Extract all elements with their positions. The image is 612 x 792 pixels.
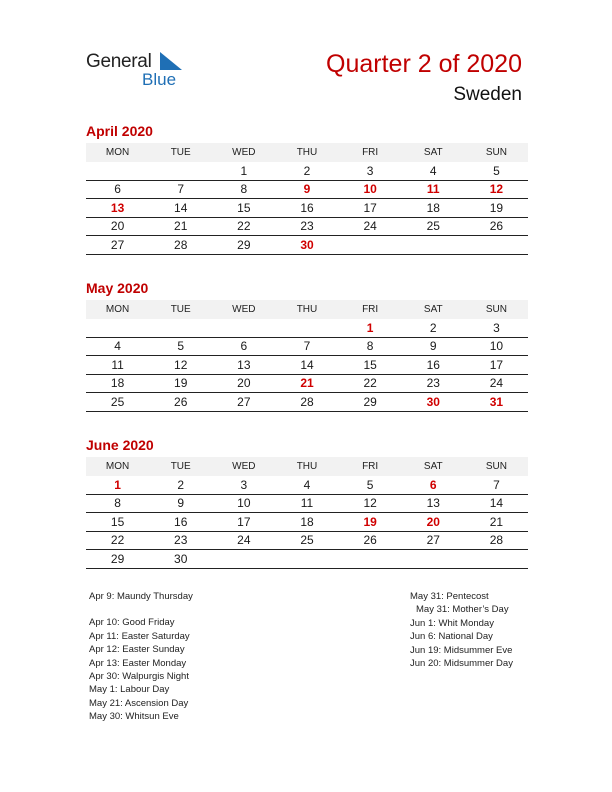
day-cell: 26 bbox=[339, 531, 402, 550]
day-cell: 7 bbox=[465, 476, 528, 494]
holiday-day-cell: 19 bbox=[339, 513, 402, 532]
weekday-header: MON bbox=[86, 143, 149, 162]
holiday-day-cell: 10 bbox=[339, 180, 402, 199]
week-row bbox=[86, 337, 528, 356]
day-cell: 28 bbox=[149, 236, 212, 255]
month-title: April 2020 bbox=[86, 123, 153, 139]
day-cell bbox=[402, 550, 465, 569]
week-row bbox=[86, 374, 528, 393]
day-cell: 29 bbox=[86, 550, 149, 569]
holiday-day-cell: 30 bbox=[402, 393, 465, 412]
weekday-header: THU bbox=[275, 457, 338, 476]
day-cell: 25 bbox=[275, 531, 338, 550]
holiday-note: Jun 19: Midsummer Eve bbox=[410, 644, 513, 656]
calendar-table bbox=[86, 143, 528, 255]
holiday-day-cell: 12 bbox=[465, 180, 528, 199]
day-cell: 21 bbox=[465, 513, 528, 532]
day-cell bbox=[86, 162, 149, 180]
day-cell: 16 bbox=[402, 356, 465, 375]
day-cell: 20 bbox=[212, 374, 275, 393]
holiday-day-cell: 6 bbox=[402, 476, 465, 494]
weekday-header: TUE bbox=[149, 300, 212, 319]
day-cell: 15 bbox=[212, 199, 275, 218]
day-cell bbox=[465, 236, 528, 255]
calendar-table bbox=[86, 457, 528, 569]
day-cell: 24 bbox=[212, 531, 275, 550]
day-cell: 3 bbox=[339, 162, 402, 180]
day-cell: 25 bbox=[402, 217, 465, 236]
weekday-header: MON bbox=[86, 300, 149, 319]
week-row bbox=[86, 494, 528, 513]
day-cell: 4 bbox=[402, 162, 465, 180]
day-cell: 22 bbox=[339, 374, 402, 393]
week-row bbox=[86, 531, 528, 550]
day-cell: 1 bbox=[212, 162, 275, 180]
day-cell: 2 bbox=[402, 319, 465, 337]
day-cell bbox=[339, 236, 402, 255]
day-cell bbox=[275, 319, 338, 337]
day-cell: 6 bbox=[212, 337, 275, 356]
day-cell: 14 bbox=[275, 356, 338, 375]
day-cell bbox=[275, 550, 338, 569]
weekday-header: THU bbox=[275, 143, 338, 162]
logo-triangle-icon bbox=[160, 52, 182, 70]
day-cell: 30 bbox=[149, 550, 212, 569]
holiday-note: Apr 11: Easter Saturday bbox=[89, 630, 190, 642]
week-row bbox=[86, 180, 528, 199]
day-cell: 21 bbox=[149, 217, 212, 236]
day-cell: 3 bbox=[212, 476, 275, 494]
holiday-note: Apr 10: Good Friday bbox=[89, 617, 175, 629]
day-cell: 2 bbox=[149, 476, 212, 494]
weekday-header: FRI bbox=[339, 457, 402, 476]
day-cell: 10 bbox=[465, 337, 528, 356]
day-cell: 22 bbox=[212, 217, 275, 236]
holiday-note: May 31: Pentecost bbox=[410, 591, 489, 602]
logo-general-text: General bbox=[86, 51, 152, 72]
day-cell: 13 bbox=[402, 494, 465, 513]
day-cell bbox=[212, 319, 275, 337]
day-cell: 28 bbox=[275, 393, 338, 412]
day-cell: 18 bbox=[86, 374, 149, 393]
day-cell: 15 bbox=[86, 513, 149, 532]
holiday-note: May 31: Mother’s Day bbox=[416, 604, 509, 616]
week-row bbox=[86, 217, 528, 236]
week-row bbox=[86, 393, 528, 412]
weekday-header: SUN bbox=[465, 457, 528, 476]
day-cell: 17 bbox=[339, 199, 402, 218]
week-row bbox=[86, 236, 528, 255]
holiday-day-cell: 1 bbox=[339, 319, 402, 337]
holiday-note: Jun 6: National Day bbox=[410, 631, 493, 643]
month-title: June 2020 bbox=[86, 437, 154, 453]
day-cell bbox=[465, 550, 528, 569]
weekday-header: THU bbox=[275, 300, 338, 319]
weekday-header: TUE bbox=[149, 143, 212, 162]
day-cell: 23 bbox=[275, 217, 338, 236]
week-row bbox=[86, 513, 528, 532]
weekday-header: WED bbox=[212, 300, 275, 319]
week-row bbox=[86, 550, 528, 569]
holiday-note: Jun 20: Midsummer Day bbox=[410, 658, 513, 670]
day-cell: 16 bbox=[149, 513, 212, 532]
holiday-note: Apr 12: Easter Sunday bbox=[89, 644, 185, 656]
country-name: Sweden bbox=[453, 84, 522, 105]
day-cell: 29 bbox=[212, 236, 275, 255]
holiday-day-cell: 20 bbox=[402, 513, 465, 532]
holiday-day-cell: 9 bbox=[275, 180, 338, 199]
weekday-header: SUN bbox=[465, 300, 528, 319]
day-cell: 11 bbox=[86, 356, 149, 375]
day-cell: 9 bbox=[402, 337, 465, 356]
weekday-header: FRI bbox=[339, 300, 402, 319]
day-cell bbox=[339, 550, 402, 569]
day-cell: 23 bbox=[149, 531, 212, 550]
holiday-day-cell: 30 bbox=[275, 236, 338, 255]
weekday-header-row bbox=[86, 300, 528, 319]
holiday-notes-left bbox=[89, 590, 193, 724]
day-cell: 2 bbox=[275, 162, 338, 180]
day-cell: 7 bbox=[275, 337, 338, 356]
day-cell: 25 bbox=[86, 393, 149, 412]
quarter-title: Quarter 2 of 2020 bbox=[326, 50, 522, 78]
holiday-day-cell: 13 bbox=[86, 199, 149, 218]
day-cell: 22 bbox=[86, 531, 149, 550]
day-cell: 26 bbox=[465, 217, 528, 236]
day-cell: 19 bbox=[149, 374, 212, 393]
day-cell bbox=[212, 550, 275, 569]
holiday-note: Apr 9: Maundy Thursday bbox=[89, 591, 193, 602]
day-cell: 16 bbox=[275, 199, 338, 218]
generalblue-logo bbox=[86, 50, 196, 90]
note-spacer bbox=[89, 603, 193, 616]
holiday-note: Apr 13: Easter Monday bbox=[89, 657, 187, 669]
day-cell: 29 bbox=[339, 393, 402, 412]
day-cell: 8 bbox=[339, 337, 402, 356]
holiday-note: Apr 30: Walpurgis Night bbox=[89, 671, 189, 683]
day-cell: 18 bbox=[275, 513, 338, 532]
weekday-header: SAT bbox=[402, 300, 465, 319]
day-cell: 17 bbox=[465, 356, 528, 375]
holiday-note: May 30: Whitsun Eve bbox=[89, 711, 179, 723]
day-cell: 10 bbox=[212, 494, 275, 513]
day-cell: 19 bbox=[465, 199, 528, 218]
day-cell: 24 bbox=[465, 374, 528, 393]
weekday-header: WED bbox=[212, 143, 275, 162]
holiday-day-cell: 21 bbox=[275, 374, 338, 393]
day-cell: 26 bbox=[149, 393, 212, 412]
day-cell: 4 bbox=[86, 337, 149, 356]
holiday-note: Jun 1: Whit Monday bbox=[410, 617, 494, 629]
day-cell bbox=[149, 319, 212, 337]
day-cell: 17 bbox=[212, 513, 275, 532]
day-cell: 8 bbox=[212, 180, 275, 199]
day-cell: 27 bbox=[402, 531, 465, 550]
day-cell: 3 bbox=[465, 319, 528, 337]
day-cell: 18 bbox=[402, 199, 465, 218]
day-cell: 14 bbox=[149, 199, 212, 218]
day-cell: 15 bbox=[339, 356, 402, 375]
day-cell: 8 bbox=[86, 494, 149, 513]
weekday-header: MON bbox=[86, 457, 149, 476]
weekday-header: FRI bbox=[339, 143, 402, 162]
day-cell: 7 bbox=[149, 180, 212, 199]
weekday-header: SUN bbox=[465, 143, 528, 162]
day-cell: 27 bbox=[212, 393, 275, 412]
weekday-header-row bbox=[86, 143, 528, 162]
weekday-header: SAT bbox=[402, 457, 465, 476]
holiday-note: May 1: Labour Day bbox=[89, 684, 170, 696]
day-cell: 12 bbox=[149, 356, 212, 375]
day-cell: 23 bbox=[402, 374, 465, 393]
calendar-table bbox=[86, 300, 528, 412]
weekday-header: WED bbox=[212, 457, 275, 476]
day-cell: 14 bbox=[465, 494, 528, 513]
day-cell bbox=[149, 162, 212, 180]
day-cell: 4 bbox=[275, 476, 338, 494]
month-april bbox=[86, 123, 528, 255]
day-cell: 20 bbox=[86, 217, 149, 236]
week-row bbox=[86, 356, 528, 375]
day-cell: 12 bbox=[339, 494, 402, 513]
day-cell: 24 bbox=[339, 217, 402, 236]
holiday-day-cell: 11 bbox=[402, 180, 465, 199]
day-cell: 6 bbox=[86, 180, 149, 199]
logo-blue-text: Blue bbox=[142, 70, 177, 89]
month-may bbox=[86, 280, 528, 412]
weekday-header: SAT bbox=[402, 143, 465, 162]
week-row bbox=[86, 199, 528, 218]
day-cell bbox=[86, 319, 149, 337]
holiday-note: May 21: Ascension Day bbox=[89, 697, 189, 709]
day-cell: 5 bbox=[149, 337, 212, 356]
day-cell: 5 bbox=[465, 162, 528, 180]
holiday-day-cell: 31 bbox=[465, 393, 528, 412]
holiday-notes-right bbox=[410, 590, 513, 670]
week-row bbox=[86, 319, 528, 337]
day-cell bbox=[402, 236, 465, 255]
day-cell: 13 bbox=[212, 356, 275, 375]
day-cell: 27 bbox=[86, 236, 149, 255]
month-june bbox=[86, 437, 528, 569]
week-row bbox=[86, 162, 528, 180]
day-cell: 11 bbox=[275, 494, 338, 513]
week-row bbox=[86, 476, 528, 494]
day-cell: 5 bbox=[339, 476, 402, 494]
day-cell: 9 bbox=[149, 494, 212, 513]
holiday-day-cell: 1 bbox=[86, 476, 149, 494]
weekday-header: TUE bbox=[149, 457, 212, 476]
weekday-header-row bbox=[86, 457, 528, 476]
day-cell: 28 bbox=[465, 531, 528, 550]
month-title: May 2020 bbox=[86, 280, 149, 296]
